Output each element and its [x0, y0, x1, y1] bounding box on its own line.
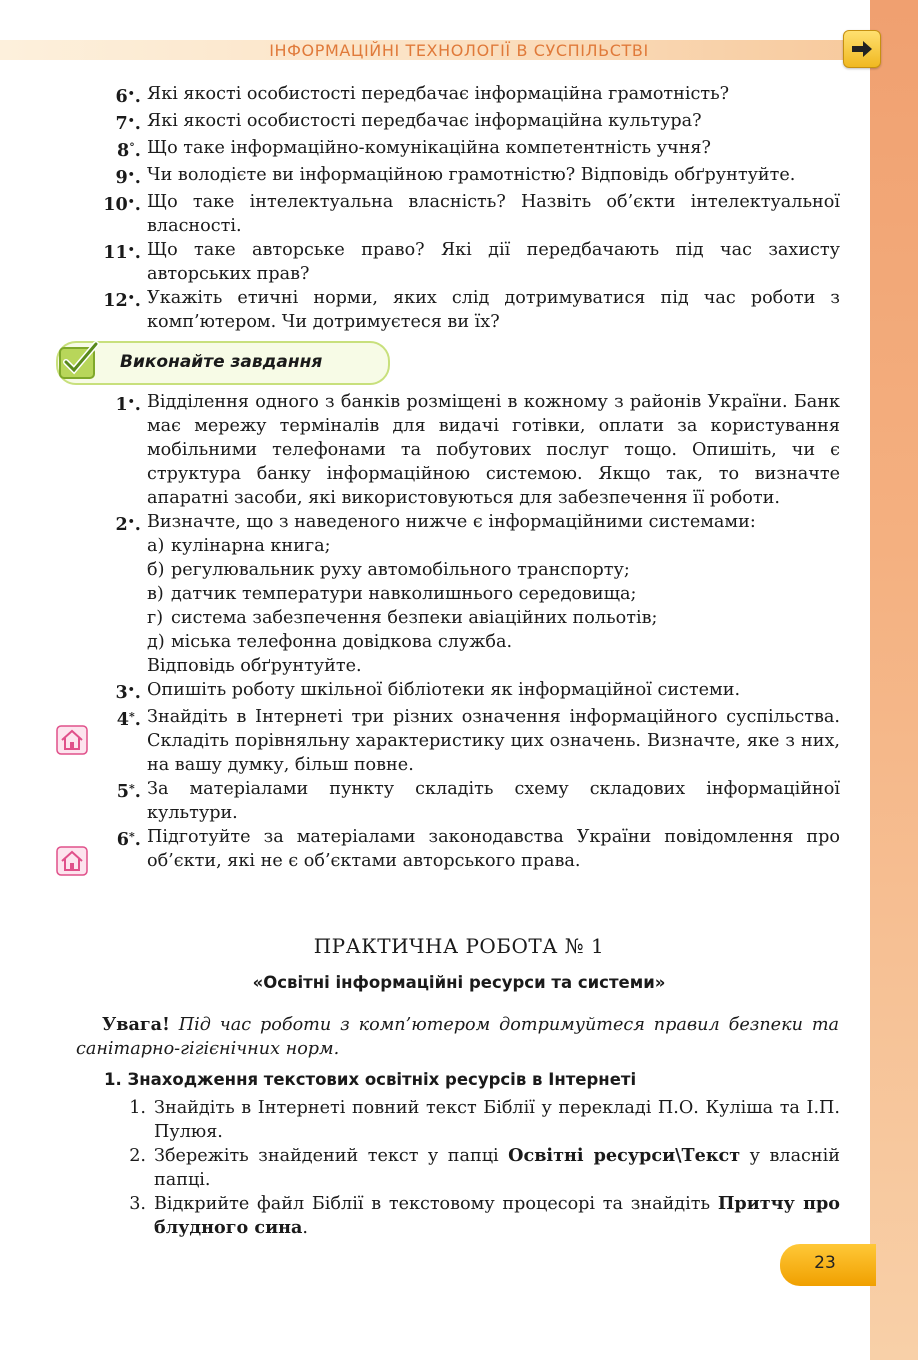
practical-steps — [106, 1096, 840, 1240]
task-note: Відповідь обґрунтуйте. — [147, 656, 362, 676]
task-option: в) датчик температури навколишнього середовища; — [147, 584, 637, 604]
question-item: 10•. Що таке інтелектуальна власність? Назвіть об’єкти інтелектуальної власності. — [103, 192, 840, 236]
task-option: г) система забезпечення безпеки авіаційних польотів; — [147, 608, 658, 628]
task-option: д) міська телефонна довідкова служба. — [147, 632, 513, 652]
task-item: 2•. Визначте, що з наведеного нижче є інформаційними системами: а) кулінарна книга; б) регулювальник руху автомобільного транспорту; в) датчик температури навколишнього середовища; г) система забезпечення безпеки авіаційних польотів; д) міська телефонна довідкова служба. Відповідь обґрунтуйте. — [100, 510, 840, 678]
question-item: 11•. Що таке авторське право? Які дії передбачають під час захисту авторських прав? — [103, 240, 840, 284]
question-item: 7•. Які якості особистості передбачає інформаційна культура? — [115, 111, 702, 134]
step-heading: 1. Знаходження текстових освітніх ресурсів в Інтернеті — [104, 1070, 637, 1089]
step-item: 1. Знайдіть в Інтернеті повний текст Біблії у перекладі П.О. Куліша та І.П. Пулюя. — [129, 1098, 840, 1142]
task-item: 6*. Підготуйте за матеріалами законодавства України повідомлення про об’єкти, які не є об’єктами авторського права. — [116, 827, 840, 871]
home-task-icon — [56, 846, 88, 876]
task-item: 3•. Опишіть роботу шкільної бібліотеки як інформаційної системи. — [115, 680, 741, 703]
question-item: 12•. Укажіть етичні норми, яких слід дотримуватися під час роботи з комп’ютером. Чи дотримуєтеся ви їх? — [103, 288, 840, 332]
task-item: 1•. Відділення одного з банків розміщені в кожному з районів України. Банк має мережу терміналів для видачі готівки, оплати за користування мобільними телефонами та побутових послуг тощо. Опишіть, чи є структура банку інформаційною системою. Якщо так, то визначте апаратні засоби, які використовуються для забезпечення її роботи. — [115, 392, 840, 508]
question-item: 6•. Які якості особистості передбачає інформаційна грамотність? — [115, 84, 730, 107]
arrow-right-icon — [850, 39, 874, 59]
task-option: а) кулінарна книга; — [147, 536, 331, 556]
step-item: 2. Збережіть знайдений текст у папці Освітні ресурси\Текст у власній папці. — [129, 1145, 840, 1190]
safety-warning: Увага! Під час роботи з комп’ютером дотримуйтеся правил безпеки та санітарно-гігієнічних норм. — [76, 1014, 839, 1059]
question-list — [100, 82, 840, 334]
checkmark-notebook-icon — [56, 340, 102, 384]
next-page-button[interactable] — [843, 30, 881, 68]
page-number: 23 — [814, 1253, 836, 1273]
task-item: 4*. Знайдіть в Інтернеті три різних означення інформаційного суспільства. Складіть порівняльну характеристику цих означень. Визначте, яке з них, на вашу думку, більш повне. — [116, 707, 840, 775]
practical-subtitle: «Освітні інформаційні ресурси та системи» — [252, 973, 666, 992]
home-task-icon — [56, 725, 88, 755]
task-list — [100, 390, 840, 873]
task-item: 5*. За матеріалами пункту складіть схему складових інформаційної культури. — [116, 779, 840, 823]
side-color-bar — [870, 0, 918, 1360]
practical-title: ПРАКТИЧНА РОБОТА № 1 — [313, 934, 605, 958]
task-option: б) регулювальник руху автомобільного транспорту; — [147, 560, 630, 580]
question-item: 9•. Чи володієте ви інформаційною грамотністю? Відповідь обґрунтуйте. — [115, 165, 796, 188]
step-item: 3. Відкрийте файл Біблії в текстовому процесорі та знайдіть Притчу про блудного сина. — [129, 1193, 841, 1238]
running-header: ІНФОРМАЦІЙНІ ТЕХНОЛОГІЇ В СУСПІЛЬСТВІ — [269, 41, 649, 60]
tasks-banner-title: Виконайте завдання — [120, 352, 323, 372]
question-item: 8°. Що таке інформаційно-комунікаційна компетентність учня? — [116, 138, 711, 161]
